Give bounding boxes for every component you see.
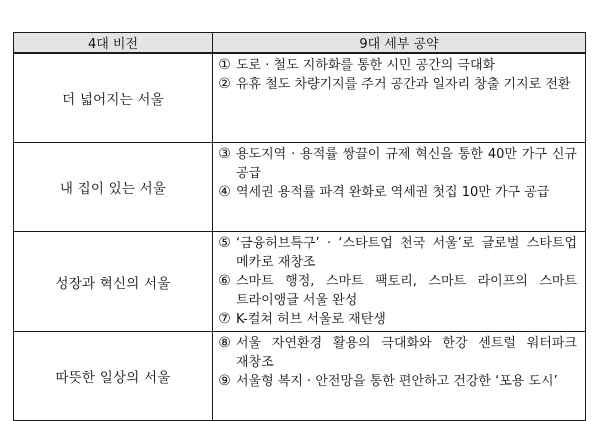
pledge-number: ⑤ [218, 235, 231, 251]
pledge-item [215, 234, 577, 272]
pledge-text: 유휴 철도 차량기지를 주거 공간과 일자리 창출 기지로 전환 [236, 77, 571, 92]
pledge-item [215, 75, 577, 94]
vision-cell: 내 집이 있는 서울 [14, 143, 213, 232]
header-pledges: 9대 세부 공약 [213, 33, 586, 54]
pledge-item [215, 310, 577, 329]
pledge-item [215, 272, 577, 310]
pledges-cell [213, 53, 586, 143]
pledge-number: ① [218, 57, 231, 73]
pledge-text: 서울 자연환경 활용의 극대화와 한강 센트럴 워터파크 재창조 [236, 336, 577, 370]
table-row [14, 332, 586, 421]
pledge-text: K-컬쳐 허브 서울로 재탄생 [236, 312, 386, 327]
header-vision: 4대 비전 [14, 33, 213, 54]
pledge-text: 서울형 복지 · 안전망을 통한 편안하고 건강한 ‘포용 도시’ [236, 374, 558, 389]
pledge-number: ② [218, 76, 231, 92]
pledge-text: ‘금융허브특구’ · ‘스타트업 천국 서울’로 글로벌 스타트업 메카로 재창조 [236, 236, 577, 270]
pledges-cell [213, 332, 586, 421]
pledge-item [215, 145, 577, 183]
vision-cell: 따뜻한 일상의 서울 [14, 332, 213, 421]
pledge-number: ⑧ [218, 335, 231, 351]
table-row [14, 232, 586, 332]
pledge-text: 도로 · 철도 지하화를 통한 시민 공간의 극대화 [236, 58, 496, 73]
pledge-number: ④ [218, 184, 231, 200]
pledge-number: ⑨ [218, 373, 231, 389]
pledge-item [215, 372, 577, 391]
pledges-cell [213, 143, 586, 232]
pledge-number: ③ [218, 146, 231, 162]
pledge-text: 스마트 행정, 스마트 팩토리, 스마트 라이프의 스마트 트라이앵글 서울 완성 [236, 274, 577, 308]
pledges-cell [213, 232, 586, 332]
pledge-text: 용도지역 · 용적률 쌍끌이 규제 혁신을 통한 40만 가구 신규 공급 [236, 147, 577, 181]
pledge-item [215, 334, 577, 372]
pledge-item [215, 56, 577, 75]
vision-cell: 성장과 혁신의 서울 [14, 232, 213, 332]
table-row [14, 53, 586, 143]
pledge-text: 역세권 용적률 파격 완화로 역세권 첫집 10만 가구 공급 [236, 185, 550, 200]
pledge-number: ⑦ [218, 311, 231, 327]
vision-pledge-table [13, 32, 586, 421]
vision-cell: 더 넓어지는 서울 [14, 53, 213, 143]
table-row [14, 143, 586, 232]
pledge-item [215, 183, 577, 202]
table-header-row [14, 33, 586, 54]
pledge-number: ⑥ [218, 273, 231, 289]
